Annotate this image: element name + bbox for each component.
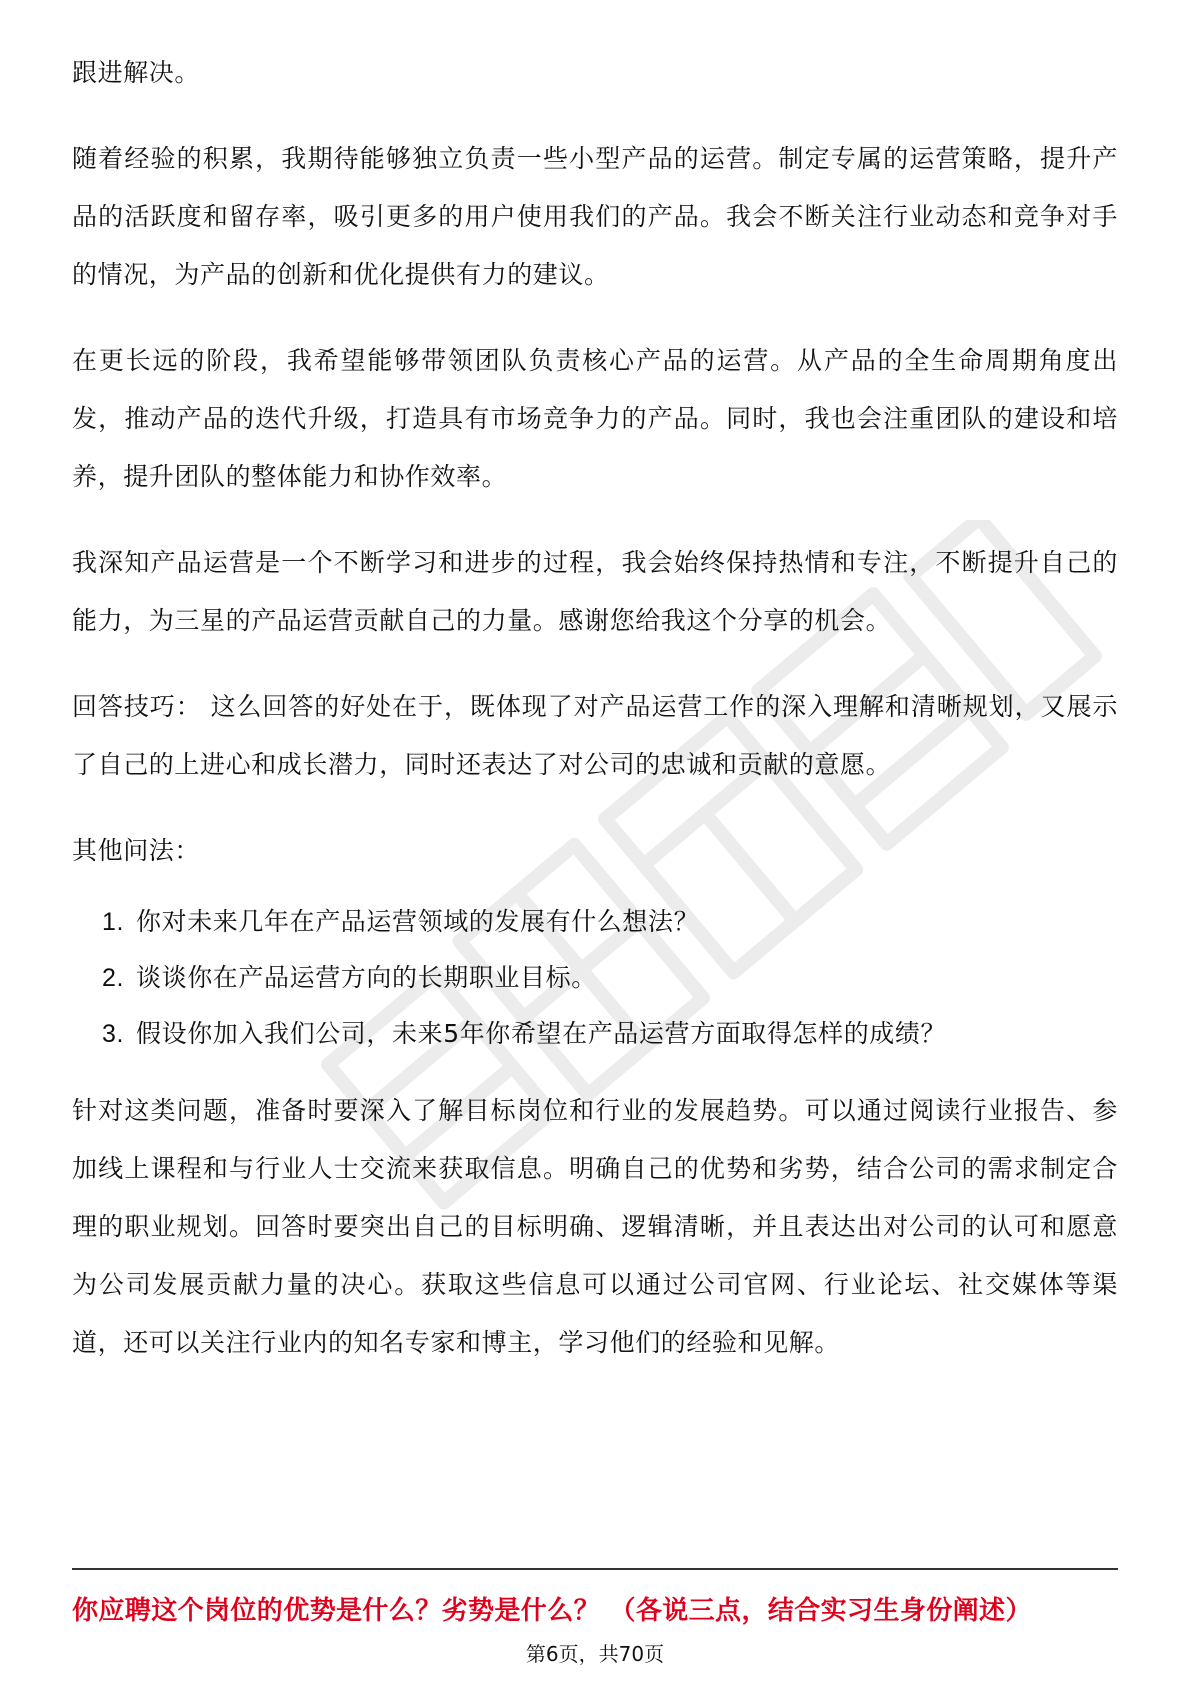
document-body	[72, 44, 1118, 1400]
paragraph-preparation-advice: 针对这类问题，准备时要深入了解目标岗位和行业的发展趋势。可以通过阅读行业报告、参加线上课程和与行业人士交流来获取信息。明确自己的优势和劣势，结合公司的需求制定合理的职业规划。回答时要突出自己的目标明确、逻辑清晰，并且表达出对公司的认可和愿意为公司发展贡献力量的决心。获取这些信息可以通过公司官网、行业论坛、社交媒体等渠道，还可以关注行业内的知名专家和博主，学习他们的经验和见解。	[72, 1096, 1118, 1357]
paragraph-mid-term-goal: 随着经验的积累，我期待能够独立负责一些小型产品的运营。制定专属的运营策略，提升产品的活跃度和留存率，吸引更多的用户使用我们的产品。我会不断关注行业动态和竞争对手的情况，为产品的创新和优化提供有力的建议。	[72, 144, 1118, 289]
paragraph-closing: 我深知产品运营是一个不断学习和进步的过程，我会始终保持热情和专注，不断提升自己的能力，为三星的产品运营贡献自己的力量。感谢您给我这个分享的机会。	[72, 548, 1118, 635]
page-number: 第6页，共70页	[525, 1642, 665, 1666]
list-item	[72, 950, 1118, 1006]
section-divider	[72, 1568, 1118, 1570]
list-item-number: 2.	[101, 964, 124, 992]
other-questions-list	[72, 894, 1118, 1062]
list-item-text: 谈谈你在产品运营方向的长期职业目标。	[136, 963, 597, 992]
paragraph-continuation: 跟进解决。	[72, 58, 201, 87]
list-item-text: 假设你加入我们公司，未来5年你希望在产品运营方面取得怎样的成绩？	[136, 1019, 947, 1048]
paragraph-long-term-goal: 在更长远的阶段，我希望能够带领团队负责核心产品的运营。从产品的全生命周期角度出发，推动产品的迭代升级，打造具有市场竞争力的产品。同时，我也会注重团队的建设和培养，提升团队的整体能力和协作效率。	[72, 346, 1118, 491]
list-item	[72, 894, 1118, 950]
list-item	[72, 1006, 1118, 1062]
list-item-number: 3.	[101, 1020, 124, 1048]
list-item-number: 1.	[101, 908, 124, 936]
other-questions-heading: 其他问法：	[72, 836, 201, 865]
next-question-title: 你应聘这个岗位的优势是什么？劣势是什么？ （各说三点，结合实习生身份阐述）	[72, 1596, 1032, 1626]
list-item-text: 你对未来几年在产品运营领域的发展有什么想法？	[136, 907, 700, 936]
paragraph-answer-tip: 回答技巧： 这么回答的好处在于，既体现了对产品运营工作的深入理解和清晰规划，又展示了自己的上进心和成长潜力，同时还表达了对公司的忠诚和贡献的意愿。	[72, 692, 1118, 779]
